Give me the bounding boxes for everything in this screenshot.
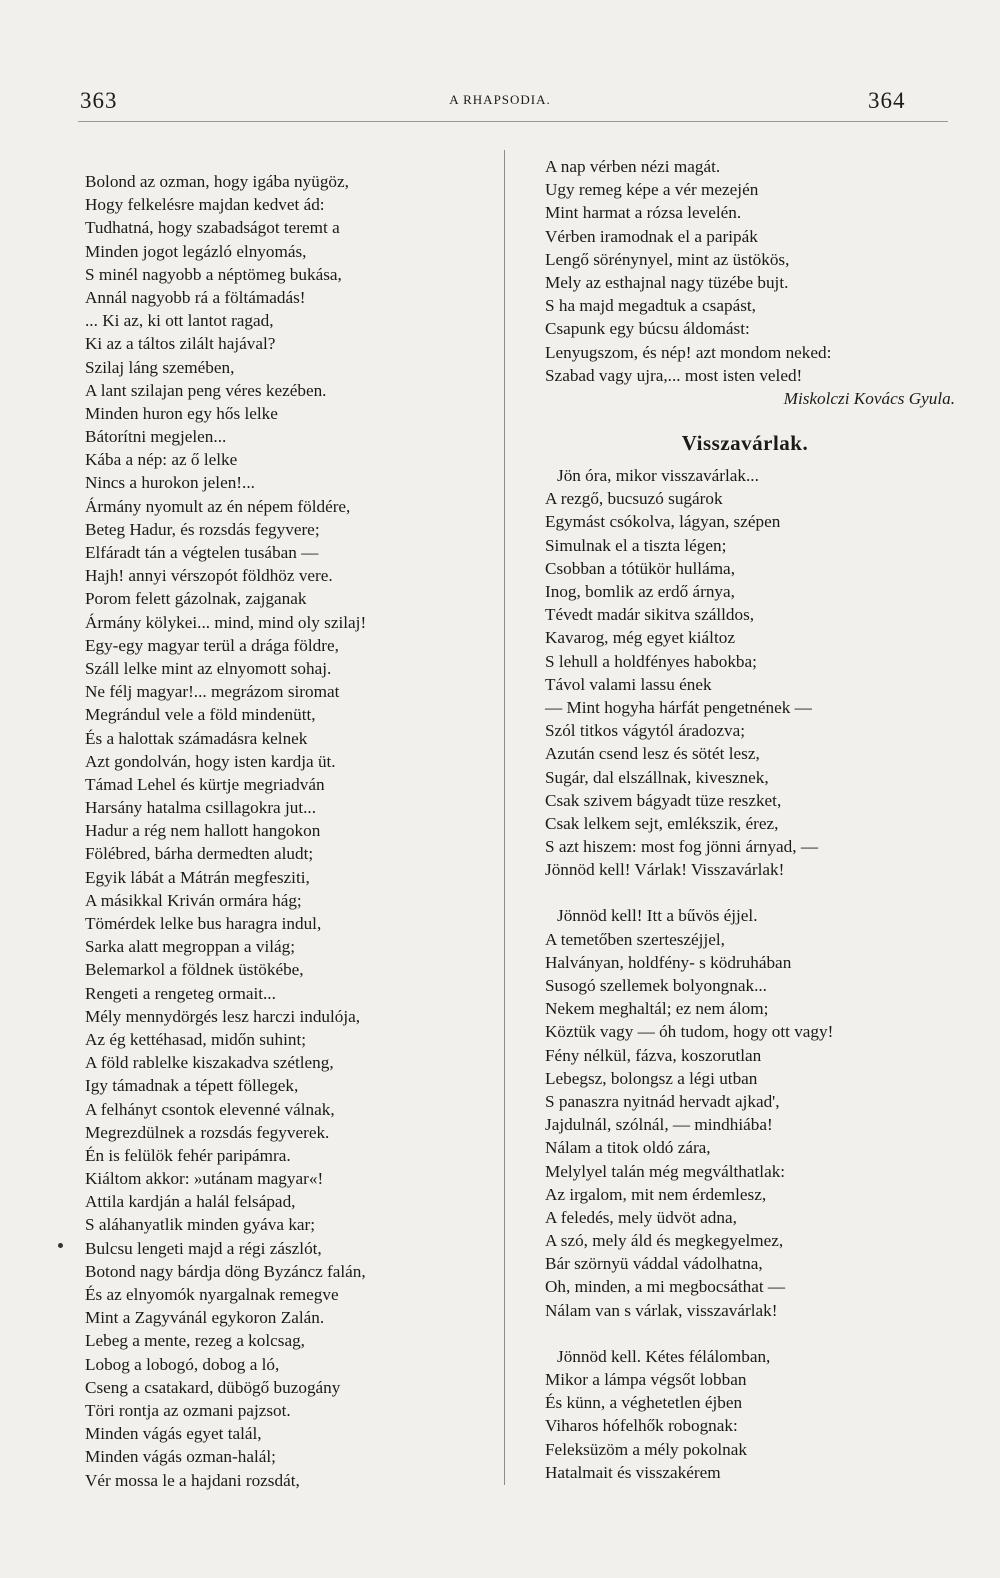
verse-line: Lebeg a mente, rezeg a kolcsag,: [85, 1331, 305, 1351]
right-column: [545, 155, 955, 1484]
verse-line: S minél nagyobb a néptömeg bukása,: [85, 264, 342, 284]
verse-line: A feledés, mely üdvöt adna,: [545, 1207, 737, 1227]
verse-line: Nálam a titok oldó zára,: [545, 1138, 711, 1158]
verse-line: Belemarkol a földnek üstökébe,: [85, 960, 304, 980]
page-number-right: 364: [868, 88, 906, 113]
verse-line: Jönnöd kell! Itt a bűvös éjjel.: [557, 906, 758, 926]
verse-line: S azt hiszem: most fog jönni árnyad, —: [545, 837, 819, 857]
verse-line: Kiáltom akkor: »utánam magyar«!: [85, 1169, 324, 1189]
verse-line: Lenyugszom, és nép! azt mondom neked:: [545, 342, 832, 362]
verse-line: Feleksüzöm a mély pokolnak: [545, 1439, 747, 1459]
verse-line: Bátorítni megjelen...: [85, 427, 227, 447]
verse-line: Minden vágás ozman-halál;: [85, 1447, 276, 1467]
verse-line: Tömérdek lelke bus haragra indul,: [85, 914, 322, 933]
verse-line: A rezgő, bucsuzó sugárok: [545, 489, 723, 509]
verse-line: Egy-egy magyar terül a drága földre,: [85, 635, 339, 655]
verse-line: Csobban a tótükör hulláma,: [545, 558, 735, 578]
verse-line: Mély mennydörgés lesz harczi indulója,: [85, 1006, 361, 1026]
verse-line: Attila kardján a halál felsápad,: [85, 1192, 296, 1212]
margin-dot: [58, 1243, 63, 1248]
verse-line: Hajh! annyi vérszopót földhöz vere.: [85, 566, 333, 586]
verse-line: Száll lelke mint az elnyomott sohaj.: [85, 658, 332, 678]
stanza-1: [545, 464, 955, 881]
verse-line: Lobog a lobogó, dobog a ló,: [85, 1354, 280, 1374]
verse-line: Simulnak el a tiszta légen;: [545, 535, 727, 555]
verse-line: Nekem meghaltál; ez nem álom;: [545, 999, 769, 1019]
verse-line: Sarka alatt megroppan a világ;: [85, 937, 295, 957]
verse-line: Szilaj láng szemében,: [85, 357, 235, 377]
verse-line: Azt gondolván, hogy isten kardja üt.: [85, 751, 336, 771]
verse-line: Kavarog, még egyet kiáltoz: [545, 628, 735, 648]
verse-line: Minden vágás egyet talál,: [85, 1424, 262, 1444]
verse-line: Jönnöd kell. Kétes félálomban,: [557, 1346, 771, 1366]
poem-ending: [545, 155, 955, 387]
verse-line: Halványan, holdfény- s ködruhában: [545, 952, 792, 972]
page-number-left: 363: [80, 88, 118, 113]
verse-line: Fény nélkül, fázva, koszorutlan: [545, 1045, 762, 1065]
verse-line: Csapunk egy búcsu áldomást:: [545, 319, 750, 339]
verse-line: És az elnyomók nyargalnak remegve: [85, 1285, 339, 1304]
header-rule: [78, 121, 948, 122]
verse-line: Tudhatná, hogy szabadságot teremt a: [85, 218, 340, 238]
verse-line: Beteg Hadur, és rozsdás fegyvere;: [85, 519, 320, 539]
verse-line: Minden jogot legázló elnyomás,: [85, 241, 307, 261]
verse-line: Ne félj magyar!... megrázom siromat: [85, 682, 340, 702]
verse-line: S ha majd megadtuk a csapást,: [545, 296, 756, 316]
verse-line: Jönnöd kell! Várlak! Visszavárlak!: [545, 860, 785, 880]
verse-line: Azután csend lesz és sötét lesz,: [545, 744, 760, 764]
running-head: A RHAPSODIA.: [449, 92, 551, 107]
verse-line: Csak szivem bágyadt tüze reszket,: [545, 790, 782, 810]
verse-line: Elfáradt tán a végtelen tusában —: [85, 543, 319, 562]
verse-line: Az irgalom, mit nem érdemlesz,: [545, 1184, 767, 1204]
verse-line: Nincs a hurokon jelen!...: [85, 473, 255, 493]
verse-line: A felhányt csontok elevenné válnak,: [85, 1099, 335, 1119]
verse-line: Lengő sörénynyel, mint az üstökös,: [545, 249, 790, 269]
verse-line: Inog, bomlik az erdő árnya,: [545, 582, 735, 602]
verse-line: Én is felülök fehér paripámra.: [85, 1145, 291, 1165]
verse-line: Melylyel talán még megválthatlak:: [545, 1161, 786, 1181]
verse-line: Hogy felkelésre majdan kedvet ád:: [85, 195, 325, 215]
verse-line: Susogó szellemek bolyongnak...: [545, 976, 767, 996]
verse-line: Bolond az ozman, hogy igába nyügöz,: [85, 172, 349, 191]
verse-line: Vérben iramodnak el a paripák: [545, 226, 758, 246]
verse-line: Bulcsu lengeti majd a régi zászlót,: [85, 1238, 322, 1258]
verse-line: Kába a nép: az ő lelke: [85, 450, 238, 470]
verse-line: A föld rablelke kiszakadva szétleng,: [85, 1053, 334, 1073]
verse-line: A szó, mely áld és megkegyelmez,: [545, 1231, 784, 1251]
verse-line: Jajdulnál, szólnál, — mindhiába!: [545, 1115, 773, 1135]
verse-line: Ugy remeg képe a vér mezején: [545, 180, 759, 200]
verse-line: Hadur a rég nem hallott hangokon: [85, 821, 321, 841]
poem-title: Visszavárlak.: [681, 430, 809, 455]
verse-line: Egymást csókolva, lágyan, szépen: [545, 512, 781, 532]
verse-line: Támad Lehel és kürtje megriadván: [85, 774, 325, 794]
verse-line: Hatalmait és visszakérem: [545, 1462, 721, 1482]
verse-line: Porom felett gázolnak, zajganak: [85, 589, 307, 609]
verse-line: A másikkal Kriván ormára hág;: [85, 890, 302, 910]
verse-line: Megrándul vele a föld mindenütt,: [85, 705, 316, 725]
verse-line: Bár szörnyü váddal vádolhatna,: [545, 1254, 763, 1274]
verse-line: Nálam van s várlak, visszavárlak!: [545, 1300, 778, 1320]
verse-line: Ármány kölykei... mind, mind oly szilaj!: [85, 612, 367, 632]
stanza-3: [545, 1345, 955, 1484]
poem-attribution: Miskolczi Kovács Gyula.: [783, 388, 955, 408]
left-column-poem: [85, 170, 366, 1492]
verse-line: S panaszra nyitnád hervadt ajkad',: [545, 1091, 780, 1111]
verse-line: Mint a Zagyvánál egykoron Zalán.: [85, 1308, 325, 1328]
column-divider: [504, 150, 505, 1485]
verse-line: Minden huron egy hős lelke: [85, 403, 278, 423]
verse-line: És künn, a véghetetlen éjben: [545, 1393, 743, 1413]
verse-line: Tévedt madár sikitva szálldos,: [545, 605, 755, 625]
verse-line: — Mint hogyha hárfát pengetnének —: [545, 697, 812, 717]
verse-line: Viharos hófelhők robognak:: [545, 1416, 738, 1436]
verse-line: Köztük vagy — óh tudom, hogy ott vagy!: [545, 1022, 834, 1042]
verse-line: S aláhanyatlik minden gyáva kar;: [85, 1215, 316, 1235]
verse-line: Rengeti a rengeteg ormait...: [85, 983, 276, 1003]
verse-line: Szabad vagy ujra,... most isten veled!: [545, 365, 803, 385]
verse-line: Fölébred, bárha dermedten aludt;: [85, 844, 314, 864]
verse-line: Oh, minden, a mi megbocsáthat —: [545, 1277, 786, 1297]
verse-line: Mely az esthajnal nagy tüzébe bujt.: [545, 272, 789, 292]
verse-line: Az ég kettéhasad, midőn suhint;: [85, 1029, 307, 1049]
verse-line: Lebegsz, bolongsz a légi utban: [545, 1068, 758, 1088]
verse-line: Botond nagy bárdja döng Byzáncz falán,: [85, 1261, 366, 1281]
verse-line: Igy támadnak a tépett föllegek,: [85, 1076, 299, 1096]
verse-line: Egyik lábát a Mátrán megfesziti,: [85, 867, 310, 887]
verse-line: Ki az a táltos zilált hajával?: [85, 334, 276, 354]
verse-line: Mikor a lámpa végsőt lobban: [545, 1370, 747, 1390]
verse-line: Megrezdülnek a rozsdás fegyverek.: [85, 1122, 330, 1142]
verse-line: A nap vérben nézi magát.: [545, 157, 721, 176]
verse-line: Töri rontja az ozmani pajzsot.: [85, 1400, 291, 1420]
verse-line: Csak lelkem sejt, emlékszik, érez,: [545, 813, 779, 833]
verse-line: Jön óra, mikor visszavárlak...: [557, 466, 759, 486]
verse-line: A lant szilajan peng véres kezében.: [85, 380, 327, 400]
verse-line: Szól titkos vágytól áradozva;: [545, 721, 745, 741]
verse-line: A temetőben szerteszéjjel,: [545, 929, 725, 949]
verse-line: Annál nagyobb rá a föltámadás!: [85, 287, 306, 307]
verse-line: Harsány hatalma csillagokra jut...: [85, 798, 316, 818]
verse-line: Ármány nyomult az én népem földére,: [85, 496, 351, 516]
verse-line: S lehull a holdfényes habokba;: [545, 651, 757, 671]
stanza-2: [545, 904, 955, 1321]
verse-line: Cseng a csatakard, dübögő buzogány: [85, 1377, 341, 1397]
verse-line: ... Ki az, ki ott lantot ragad,: [85, 311, 274, 331]
verse-line: Sugár, dal elszállnak, kivesznek,: [545, 767, 769, 787]
verse-line: És a halottak számadásra kelnek: [85, 728, 308, 748]
verse-line: Mint harmat a rózsa levelén.: [545, 203, 742, 223]
verse-line: Távol valami lassu ének: [545, 674, 712, 694]
verse-line: Vér mossa le a hajdani rozsdát,: [85, 1470, 300, 1490]
